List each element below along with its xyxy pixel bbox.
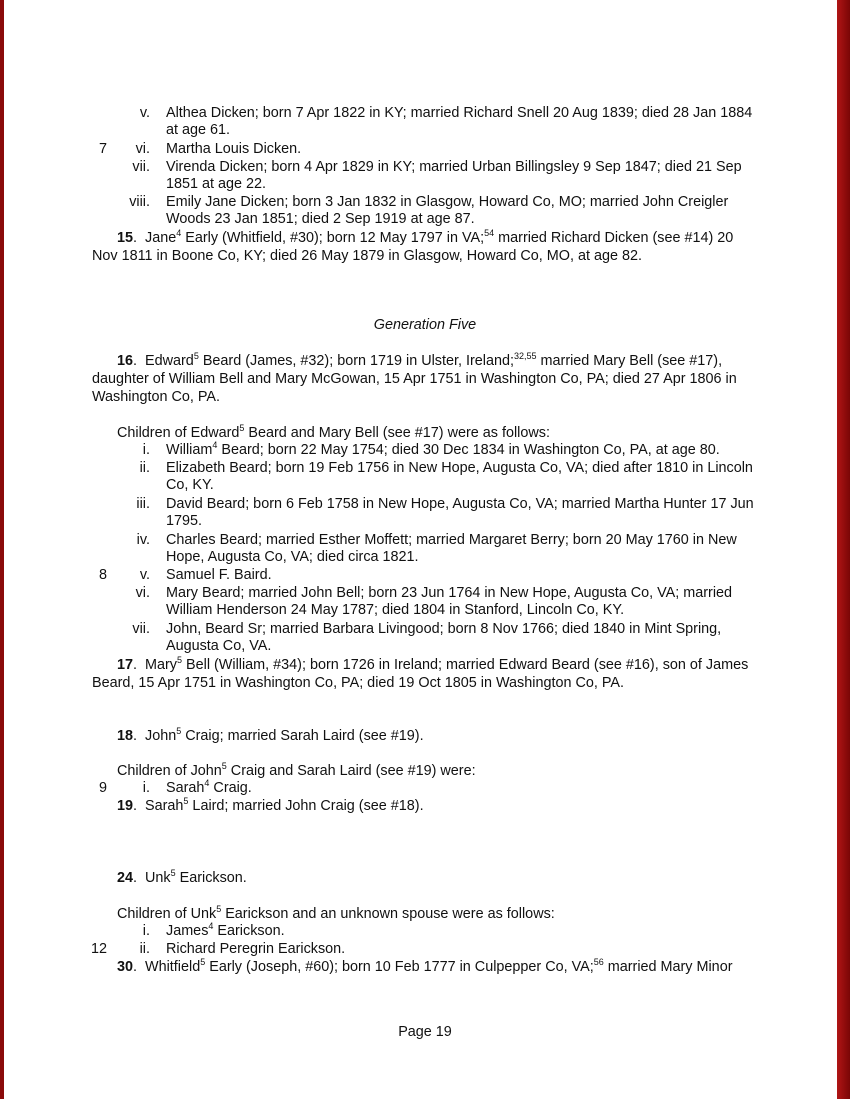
generation-superscript: 5 (193, 351, 199, 362)
child-entry-text: 1795. (166, 513, 203, 529)
roman-numeral: ii. (139, 941, 150, 957)
person-text: Earickson. (175, 870, 247, 886)
generation-superscript: 5 (239, 423, 245, 434)
person-number: 16 (117, 353, 134, 369)
person-text: married Mary Minor (603, 959, 733, 975)
person-entry-19: 19. Sarah$^5$ Laird; married John Craig (see #18). (117, 796, 424, 814)
person-number: 15 (117, 230, 134, 246)
person-entry-30: 30. Whitfield$^5$ Early (Joseph, #60); born 10 Feb 1777 in Culpepper Co, VA;$^{56}$ married Mary Minor (117, 957, 733, 975)
generation-superscript: 4 (176, 228, 182, 239)
child-entry-text: 1851 at age 22. (166, 176, 267, 192)
generation-superscript: 5 (183, 796, 189, 807)
roman-numeral: vii. (132, 621, 150, 637)
child-entry-text: Samuel F. Baird. (166, 567, 272, 583)
child-entry-text: James$^4$ Earickson. (166, 921, 285, 939)
child-entry-text: Hope, Augusta Co, VA; died circa 1821. (166, 549, 419, 565)
person-entry-text: Beard, 15 Apr 1751 in Washington Co, PA; died 19 Oct 1805 in Washington Co, PA. (92, 675, 624, 691)
person-entry-15: 15. Jane$^4$ Early (Whitfield, #30); born 12 May 1797 in VA;$^{54}$ married Richard Dicken (see #14) 20 (117, 228, 734, 246)
generation-heading: Generation Five (373, 317, 477, 333)
person-entry-text: Washington Co, PA. (92, 389, 220, 405)
children-intro: Children of John$^5$ Craig and Sarah Laird (see #19) were: (117, 761, 476, 779)
reference-number: 9 (99, 780, 108, 796)
child-entry-text: Althea Dicken; born 7 Apr 1822 in KY; married Richard Snell 20 Aug 1839; died 28 Jan 1884 (166, 105, 753, 121)
child-entry-text: Martha Louis Dicken. (166, 141, 302, 157)
person-number: 30 (117, 959, 134, 975)
roman-numeral: i. (142, 442, 150, 458)
roman-numeral: vi. (135, 141, 150, 157)
generation-superscript: 5 (170, 868, 176, 879)
footnote-ref: 56 (593, 957, 604, 968)
roman-numeral: v. (139, 567, 150, 583)
reference-number: 12 (91, 941, 108, 957)
roman-numeral: i. (142, 923, 150, 939)
page-number: Page 19 (398, 1024, 452, 1040)
person-text: Laird; married John Craig (see #18). (188, 798, 424, 814)
generation-superscript: 5 (176, 726, 182, 737)
child-entry-text: Elizabeth Beard; born 19 Feb 1756 in New Hope, Augusta Co, VA; died after 1810 in Lincoln (166, 460, 753, 476)
person-text: Bell (William, #34); born 1726 in Ireland; married Edward Beard (see #16), son of James (182, 657, 749, 673)
child-entry-text: Woods 23 Jan 1851; died 2 Sep 1919 at age 87. (166, 211, 475, 227)
person-name: Unk (145, 870, 171, 886)
child-entry-text: Mary Beard; married John Bell; born 23 Jun 1764 in New Hope, Augusta Co, VA; married (166, 585, 733, 601)
generation-superscript: 4 (212, 440, 218, 451)
roman-numeral: v. (139, 105, 150, 121)
person-entry-text: Nov 1811 in Boone Co, KY; died 26 May 1879 in Glasgow, Howard Co, MO, at age 82. (92, 248, 642, 264)
child-entry-text: Sarah$^4$ Craig. (166, 778, 252, 796)
child-entry-text: Charles Beard; married Esther Moffett; married Margaret Berry; born 20 May 1760 in New (166, 532, 737, 548)
children-intro: Children of Unk$^5$ Earickson and an unknown spouse were as follows: (117, 904, 555, 922)
child-entry-text: David Beard; born 6 Feb 1758 in New Hope, Augusta Co, VA; married Martha Hunter 17 Jun (166, 496, 754, 512)
person-name: John (145, 728, 177, 744)
roman-numeral: iii. (136, 496, 150, 512)
person-text: Beard (James, #32); born 1719 in Ulster, Ireland; (198, 353, 514, 369)
person-number: 17 (117, 657, 134, 673)
person-name: Whitfield (145, 959, 201, 975)
page-left-border (0, 0, 4, 1099)
person-text: married Mary Bell (see #17), (536, 353, 723, 369)
generation-superscript: 4 (204, 778, 210, 789)
roman-numeral: i. (142, 780, 150, 796)
child-entry-text: Emily Jane Dicken; born 3 Jan 1832 in Glasgow, Howard Co, MO; married John Creigler (166, 194, 729, 210)
child-entry-text: John, Beard Sr; married Barbara Livingood; born 8 Nov 1766; died 1840 in Mint Spring, (166, 621, 722, 637)
child-entry-text: William Henderson 24 May 1787; died 1804 in Stanford, Lincoln Co, KY. (166, 602, 625, 618)
person-number: 18 (117, 728, 134, 744)
person-name: Mary (145, 657, 177, 673)
generation-superscript: 5 (200, 957, 206, 968)
person-name: Sarah (145, 798, 184, 814)
generation-superscript: 4 (208, 921, 214, 932)
person-entry-16: 16. Edward$^5$ Beard (James, #32); born 1719 in Ulster, Ireland;$^{32,55}$ married Mary Bell (see #17), (117, 351, 723, 369)
footnote-ref: 54 (484, 228, 495, 239)
page-right-border (837, 0, 850, 1099)
child-entry-text: Richard Peregrin Earickson. (166, 941, 346, 957)
child-entry-text: Augusta Co, VA. (166, 638, 272, 654)
roman-numeral: iv. (136, 532, 150, 548)
child-entry-text: Virenda Dicken; born 4 Apr 1829 in KY; married Urban Billingsley 9 Sep 1847; died 21 Sep (166, 159, 742, 175)
person-text: Early (Joseph, #60); born 10 Feb 1777 in Culpepper Co, VA; (205, 959, 594, 975)
person-text: Early (Whitfield, #30); born 12 May 1797 in VA; (181, 230, 485, 246)
children-intro: Children of Edward$^5$ Beard and Mary Bell (see #17) were as follows: (117, 423, 550, 441)
child-entry-text: at age 61. (166, 122, 231, 138)
reference-number: 7 (99, 141, 108, 157)
roman-numeral: ii. (139, 460, 150, 476)
generation-superscript: 5 (221, 761, 227, 772)
child-entry-text: William$^4$ Beard; born 22 May 1754; died 30 Dec 1834 in Washington Co, PA, at age 80. (166, 440, 720, 458)
roman-numeral: vi. (135, 585, 150, 601)
reference-number: 8 (99, 567, 108, 583)
person-entry-text: daughter of William Bell and Mary McGowan, 15 Apr 1751 in Washington Co, PA; died 27 Apr 1806 in (92, 371, 737, 387)
footnote-ref: 32,55 (514, 351, 537, 362)
generation-superscript: 5 (177, 655, 183, 666)
child-entry-text: Co, KY. (166, 477, 214, 493)
generation-superscript: 5 (216, 904, 222, 915)
person-name: Edward (145, 353, 194, 369)
person-entry-17: 17. Mary$^5$ Bell (William, #34); born 1726 in Ireland; married Edward Beard (see #16), son of James (117, 655, 749, 673)
roman-numeral: vii. (132, 159, 150, 175)
person-number: 19 (117, 798, 134, 814)
person-number: 24 (117, 870, 134, 886)
person-text: Craig; married Sarah Laird (see #19). (181, 728, 424, 744)
roman-numeral: viii. (129, 194, 150, 210)
person-entry-24: 24. Unk$^5$ Earickson. (117, 868, 247, 886)
person-entry-18: 18. John$^5$ Craig; married Sarah Laird (see #19). (117, 726, 424, 744)
person-name: Jane (145, 230, 177, 246)
person-text: married Richard Dicken (see #14) 20 (494, 230, 734, 246)
